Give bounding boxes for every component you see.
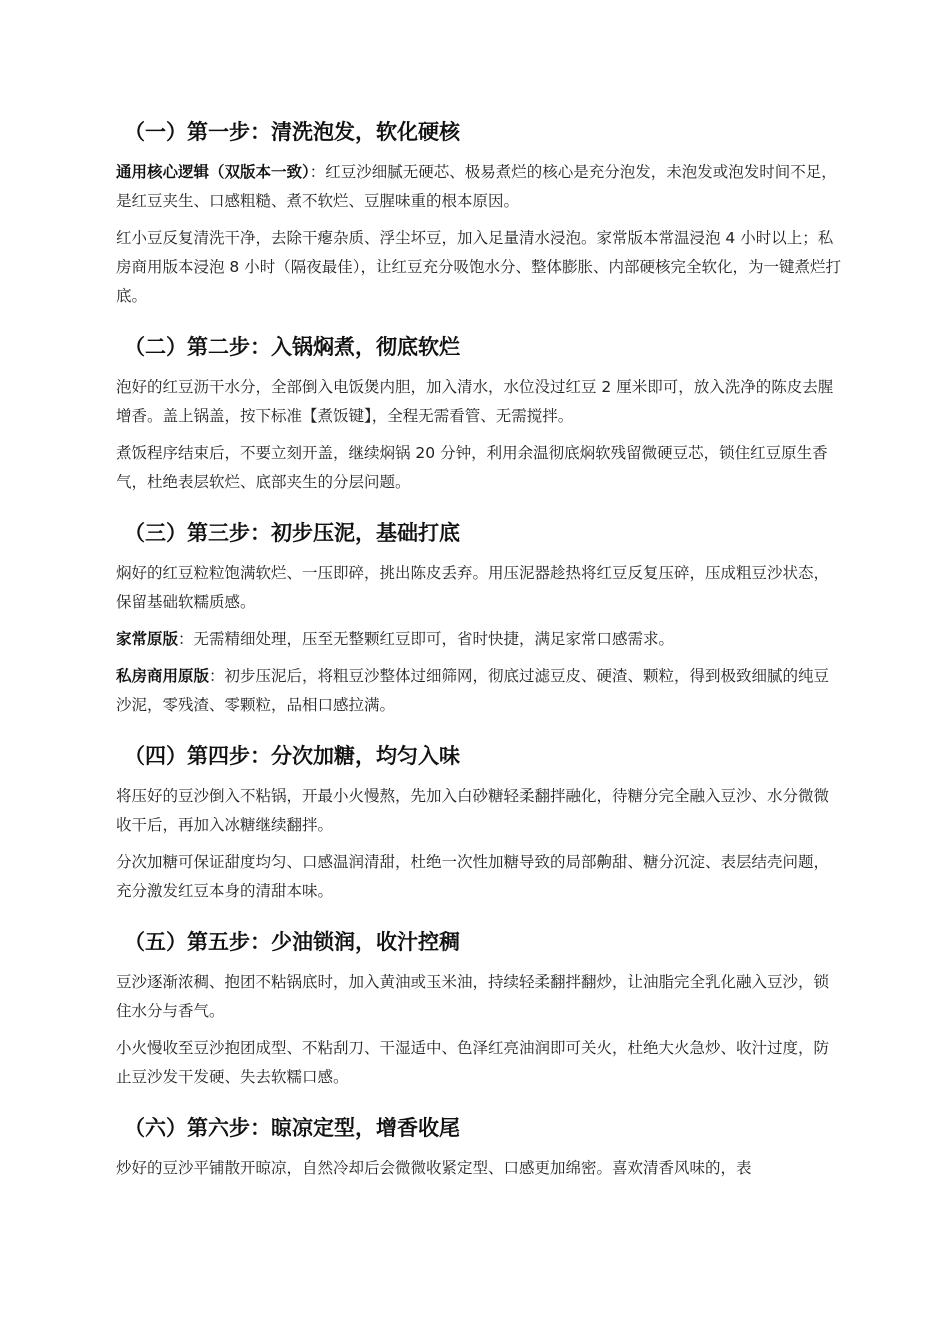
paragraph-text: 小火慢收至豆沙抱团成型、不粘刮刀、干湿适中、色泽红亮油润即可关火，杜绝大火急炒、收汁过度，防止豆沙发干发硬、失去软糯口感。: [116, 1039, 830, 1086]
body-paragraph: [116, 559, 844, 617]
paragraph-text: 炒好的豆沙平铺散开晾凉，自然冷却后会微微收紧定型、口感更加绵密。喜欢清香风味的，表: [116, 1159, 752, 1177]
bold-lead-label: 通用核心逻辑（双版本一致）: [116, 163, 310, 181]
body-paragraph: [116, 1034, 844, 1092]
body-paragraph: [116, 373, 844, 431]
section: [116, 327, 844, 497]
section-heading: （六）第六步：晾凉定型，增香收尾: [124, 1116, 460, 1140]
paragraph-text: 焖好的红豆粒粒饱满软烂、一压即碎，挑出陈皮丢弃。用压泥器趁热将红豆反复压碎，压成粗豆沙状态，保留基础软糯质感。: [116, 564, 830, 611]
bold-lead-label: 私房商用原版: [116, 667, 210, 685]
section-heading: （一）第一步：清洗泡发，软化硬核: [124, 120, 460, 144]
paragraph-text: ：初步压泥后，将粗豆沙整体过细筛网，彻底过滤豆皮、硬渣、颗粒，得到极致细腻的纯豆沙泥，零残渣、零颗粒，品相口感拉满。: [116, 667, 830, 714]
paragraph-text: 分次加糖可保证甜度均匀、口感温润清甜，杜绝一次性加糖导致的局部齁甜、糖分沉淀、表层结壳问题，充分激发红豆本身的清甜本味。: [116, 853, 830, 900]
body-paragraph: [116, 439, 844, 497]
body-paragraph: [116, 782, 844, 840]
section-heading: （五）第五步：少油锁润，收汁控稠: [124, 930, 460, 954]
paragraph-text: 豆沙逐渐浓稠、抱团不粘锅底时，加入黄油或玉米油，持续轻柔翻拌翻炒，让油脂完全乳化融入豆沙，锁住水分与香气。: [116, 973, 830, 1020]
paragraph-text: 煮饭程序结束后，不要立刻开盖，继续焖锅 20 分钟，利用余温彻底焖软残留微硬豆芯，锁住红豆原生香气，杜绝表层软烂、底部夹生的分层问题。: [116, 444, 828, 491]
section: [116, 736, 844, 906]
paragraph-text: 红小豆反复清洗干净，去除干瘪杂质、浮尘坏豆，加入足量清水浸泡。家常版本常温浸泡 4 小时以上；私房商用版本浸泡 8 小时（隔夜最佳），让红豆充分吸饱水分、整体膨胀、内部硬核完全软化，为一键煮烂打底。: [116, 229, 841, 305]
section: [116, 1108, 844, 1183]
section: [116, 513, 844, 720]
body-paragraph: [116, 968, 844, 1026]
section: [116, 922, 844, 1092]
section-heading: （三）第三步：初步压泥，基础打底: [124, 521, 460, 545]
paragraph-text: 泡好的红豆沥干水分，全部倒入电饭煲内胆，加入清水，水位没过红豆 2 厘米即可，放入洗净的陈皮去腥增香。盖上锅盖，按下标准【煮饭键】，全程无需看管、无需搅拌。: [116, 378, 834, 425]
body-paragraph: [116, 158, 844, 216]
section: [116, 112, 844, 311]
body-paragraph: [116, 1154, 844, 1183]
paragraph-text: 将压好的豆沙倒入不粘锅，开最小火慢熬，先加入白砂糖轻柔翻拌融化，待糖分完全融入豆沙、水分微微收干后，再加入冰糖继续翻拌。: [116, 787, 830, 834]
body-paragraph: [116, 662, 844, 720]
body-paragraph: [116, 224, 844, 311]
document-page: [116, 112, 844, 1199]
bold-lead-label: 家常原版: [116, 630, 179, 648]
section-heading: （四）第四步：分次加糖，均匀入味: [124, 744, 460, 768]
body-paragraph: [116, 625, 844, 654]
paragraph-text: ：红豆沙细腻无硬芯、极易煮烂的核心是充分泡发，未泡发或泡发时间不足，是红豆夹生、口感粗糙、煮不软烂、豆腥味重的根本原因。: [116, 163, 837, 210]
body-paragraph: [116, 848, 844, 906]
paragraph-text: ：无需精细处理，压至无整颗红豆即可，省时快捷，满足家常口感需求。: [178, 630, 675, 648]
section-heading: （二）第二步：入锅焖煮，彻底软烂: [124, 335, 460, 359]
